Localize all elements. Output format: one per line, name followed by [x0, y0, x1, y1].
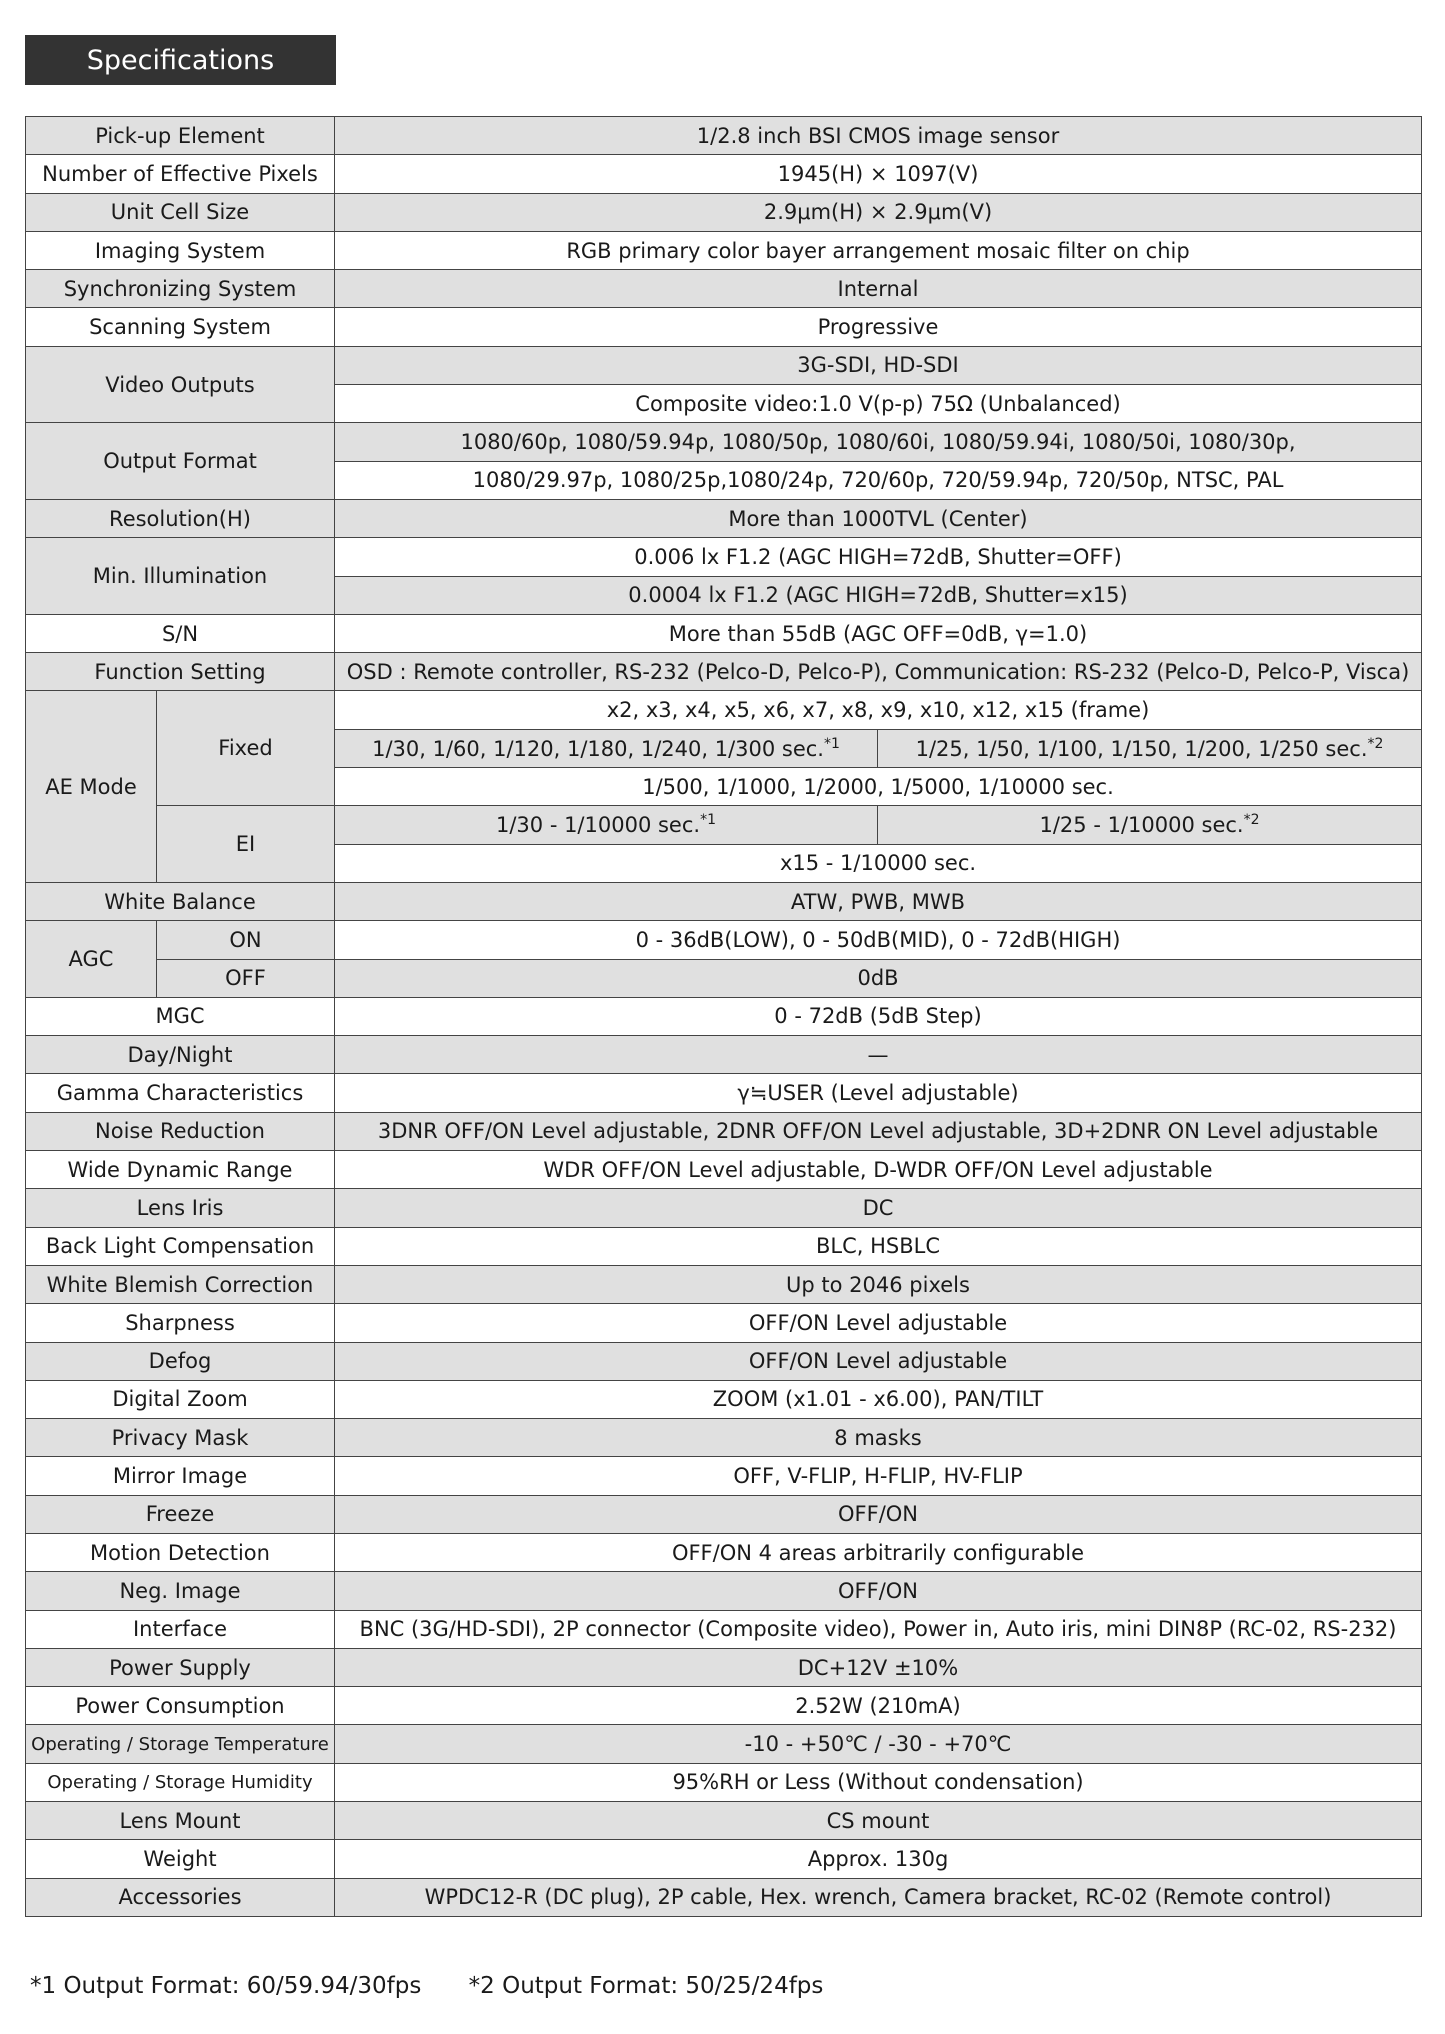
table-row	[26, 921, 1422, 959]
row-label: Min. Illumination	[26, 538, 335, 615]
row-value: More than 55dB (AGC OFF=0dB, γ=1.0)	[335, 614, 1422, 652]
table-row	[26, 423, 1422, 461]
row-value: 3DNR OFF/ON Level adjustable, 2DNR OFF/ON Level adjustable, 3D+2DNR ON Level adjustable	[335, 1112, 1422, 1150]
row-value: WDR OFF/ON Level adjustable, D-WDR OFF/ON Level adjustable	[335, 1151, 1422, 1189]
table-row	[26, 117, 1422, 155]
agc-on-label: ON	[157, 921, 335, 959]
row-label: Pick-up Element	[26, 117, 335, 155]
row-label: S/N	[26, 614, 335, 652]
row-value: OSD : Remote controller, RS-232 (Pelco-D, Pelco-P), Communication: RS-232 (Pelco-D, Pelco-P, Visca)	[335, 653, 1422, 691]
row-value: 1/25 - 1/10000 sec.$^{*2}$	[878, 806, 1422, 844]
row-label: Imaging System	[26, 231, 335, 269]
row-value: 95%RH or Less (Without condensation)	[335, 1763, 1422, 1801]
row-label: White Balance	[26, 882, 335, 920]
row-value: OFF/ON 4 areas arbitrarily configurable	[335, 1533, 1422, 1571]
row-label: MGC	[26, 997, 335, 1035]
ae-ei-label: EI	[157, 806, 335, 883]
table-row	[26, 155, 1422, 193]
row-label: Power Supply	[26, 1648, 335, 1686]
row-value: BNC (3G/HD-SDI), 2P connector (Composite video), Power in, Auto iris, mini DIN8P (RC-02, RS-232)	[335, 1610, 1422, 1648]
table-row	[26, 614, 1422, 652]
row-label: Lens Mount	[26, 1802, 335, 1840]
table-row	[26, 1533, 1422, 1571]
row-label: Function Setting	[26, 653, 335, 691]
row-label: Synchronizing System	[26, 270, 335, 308]
table-row	[26, 1074, 1422, 1112]
table-row	[26, 1878, 1422, 1916]
footnote-2: *2 Output Format: 50/25/24fps	[468, 1973, 824, 1999]
table-row	[26, 193, 1422, 231]
footnote-ref: *2	[1243, 812, 1260, 829]
table-row	[26, 1725, 1422, 1763]
row-value: 0 - 36dB(LOW), 0 - 50dB(MID), 0 - 72dB(HIGH)	[335, 921, 1422, 959]
row-value: Up to 2046 pixels	[335, 1265, 1422, 1303]
row-value: OFF/ON	[335, 1572, 1422, 1610]
table-row	[26, 1572, 1422, 1610]
row-value: OFF/ON Level adjustable	[335, 1304, 1422, 1342]
table-row	[26, 1342, 1422, 1380]
row-value: BLC, HSBLC	[335, 1227, 1422, 1265]
row-value: 0.006 lx F1.2 (AGC HIGH=72dB, Shutter=OFF)	[335, 538, 1422, 576]
row-label: Privacy Mask	[26, 1419, 335, 1457]
row-label: Mirror Image	[26, 1457, 335, 1495]
footnote-ref: *1	[823, 735, 840, 752]
row-value: More than 1000TVL (Center)	[335, 499, 1422, 537]
row-value: Progressive	[335, 308, 1422, 346]
row-label: Gamma Characteristics	[26, 1074, 335, 1112]
row-label: Sharpness	[26, 1304, 335, 1342]
row-label: Operating / Storage Temperature	[26, 1725, 335, 1763]
row-value: 2.9μm(H) × 2.9μm(V)	[335, 193, 1422, 231]
row-label: White Blemish Correction	[26, 1265, 335, 1303]
row-value: RGB primary color bayer arrangement mosaic filter on chip	[335, 231, 1422, 269]
footnotes	[30, 1973, 823, 1999]
table-row	[26, 1227, 1422, 1265]
agc-label: AGC	[26, 921, 157, 998]
row-value: x15 - 1/10000 sec.	[335, 844, 1422, 882]
row-value: 1/25, 1/50, 1/100, 1/150, 1/200, 1/250 sec.$^{*2}$	[878, 729, 1422, 767]
row-value: 3G-SDI, HD-SDI	[335, 346, 1422, 384]
row-value: OFF/ON	[335, 1495, 1422, 1533]
row-label: Output Format	[26, 423, 335, 500]
row-value: 1/2.8 inch BSI CMOS image sensor	[335, 117, 1422, 155]
row-label: Lens Iris	[26, 1189, 335, 1227]
row-label: Freeze	[26, 1495, 335, 1533]
row-label: Weight	[26, 1840, 335, 1878]
row-value: Composite video:1.0 V(p-p) 75Ω (Unbalanced)	[335, 385, 1422, 423]
row-value: γ≒USER (Level adjustable)	[335, 1074, 1422, 1112]
table-row	[26, 1840, 1422, 1878]
row-value: OFF/ON Level adjustable	[335, 1342, 1422, 1380]
row-label: Wide Dynamic Range	[26, 1151, 335, 1189]
row-value: 0dB	[335, 959, 1422, 997]
table-row	[26, 499, 1422, 537]
row-value: 1080/29.97p, 1080/25p,1080/24p, 720/60p, 720/59.94p, 720/50p, NTSC, PAL	[335, 461, 1422, 499]
row-label: Digital Zoom	[26, 1380, 335, 1418]
row-label: Resolution(H)	[26, 499, 335, 537]
row-value: CS mount	[335, 1802, 1422, 1840]
row-value: 1080/60p, 1080/59.94p, 1080/50p, 1080/60i, 1080/59.94i, 1080/50i, 1080/30p,	[335, 423, 1422, 461]
table-row	[26, 346, 1422, 384]
row-label: Defog	[26, 1342, 335, 1380]
table-row	[26, 1112, 1422, 1150]
row-label: Interface	[26, 1610, 335, 1648]
row-value: Approx. 130g	[335, 1840, 1422, 1878]
table-row	[26, 1610, 1422, 1648]
row-label: Unit Cell Size	[26, 193, 335, 231]
table-row	[26, 1419, 1422, 1457]
table-row	[26, 882, 1422, 920]
table-row	[26, 1763, 1422, 1801]
row-value: 1/500, 1/1000, 1/2000, 1/5000, 1/10000 sec.	[335, 768, 1422, 806]
table-row	[26, 1265, 1422, 1303]
row-label: Operating / Storage Humidity	[26, 1763, 335, 1801]
ae-mode-label: AE Mode	[26, 691, 157, 882]
table-row	[26, 231, 1422, 269]
table-row	[26, 1189, 1422, 1227]
table-row	[26, 691, 1422, 729]
table-row	[26, 270, 1422, 308]
row-label: Day/Night	[26, 1036, 335, 1074]
agc-off-label: OFF	[157, 959, 335, 997]
footnote-ref: *2	[1367, 735, 1384, 752]
row-value: DC+12V ±10%	[335, 1648, 1422, 1686]
row-value: -10 - +50℃ / -30 - +70℃	[335, 1725, 1422, 1763]
row-value: 8 masks	[335, 1419, 1422, 1457]
footnote-ref: *1	[700, 812, 716, 829]
table-row	[26, 1036, 1422, 1074]
table-row	[26, 653, 1422, 691]
row-value: 1/30 - 1/10000 sec.$^{*1}$	[335, 806, 878, 844]
table-row	[26, 538, 1422, 576]
row-label: Noise Reduction	[26, 1112, 335, 1150]
row-label: Scanning System	[26, 308, 335, 346]
row-label: Neg. Image	[26, 1572, 335, 1610]
table-row	[26, 1648, 1422, 1686]
table-row	[26, 1457, 1422, 1495]
row-value: 1/30, 1/60, 1/120, 1/180, 1/240, 1/300 sec.$^{*1}$	[335, 729, 878, 767]
row-label: Number of Effective Pixels	[26, 155, 335, 193]
table-row	[26, 308, 1422, 346]
table-row	[26, 1304, 1422, 1342]
page-title: Specifications	[25, 35, 336, 85]
specifications-table	[25, 116, 1422, 1917]
row-label: Accessories	[26, 1878, 335, 1916]
row-label: Back Light Compensation	[26, 1227, 335, 1265]
table-row	[26, 1495, 1422, 1533]
row-value: ZOOM (x1.01 - x6.00), PAN/TILT	[335, 1380, 1422, 1418]
table-row	[26, 806, 1422, 844]
row-label: Motion Detection	[26, 1533, 335, 1571]
table-row	[26, 1687, 1422, 1725]
table-row	[26, 1380, 1422, 1418]
row-value: 0.0004 lx F1.2 (AGC HIGH=72dB, Shutter=x15)	[335, 576, 1422, 614]
row-value: DC	[335, 1189, 1422, 1227]
row-value: OFF, V-FLIP, H-FLIP, HV-FLIP	[335, 1457, 1422, 1495]
footnote-1: *1 Output Format: 60/59.94/30fps	[30, 1973, 422, 1999]
table-row	[26, 959, 1422, 997]
row-value: 1945(H) × 1097(V)	[335, 155, 1422, 193]
row-value: x2, x3, x4, x5, x6, x7, x8, x9, x10, x12, x15 (frame)	[335, 691, 1422, 729]
row-value: 2.52W (210mA)	[335, 1687, 1422, 1725]
row-label: Video Outputs	[26, 346, 335, 423]
row-value: WPDC12-R (DC plug), 2P cable, Hex. wrench, Camera bracket, RC-02 (Remote control)	[335, 1878, 1422, 1916]
row-value: 0 - 72dB (5dB Step)	[335, 997, 1422, 1035]
row-label: Power Consumption	[26, 1687, 335, 1725]
row-value: —	[335, 1036, 1422, 1074]
table-row	[26, 1802, 1422, 1840]
table-row	[26, 1151, 1422, 1189]
row-value: ATW, PWB, MWB	[335, 882, 1422, 920]
ae-fixed-label: Fixed	[157, 691, 335, 806]
table-row	[26, 997, 1422, 1035]
row-value: Internal	[335, 270, 1422, 308]
